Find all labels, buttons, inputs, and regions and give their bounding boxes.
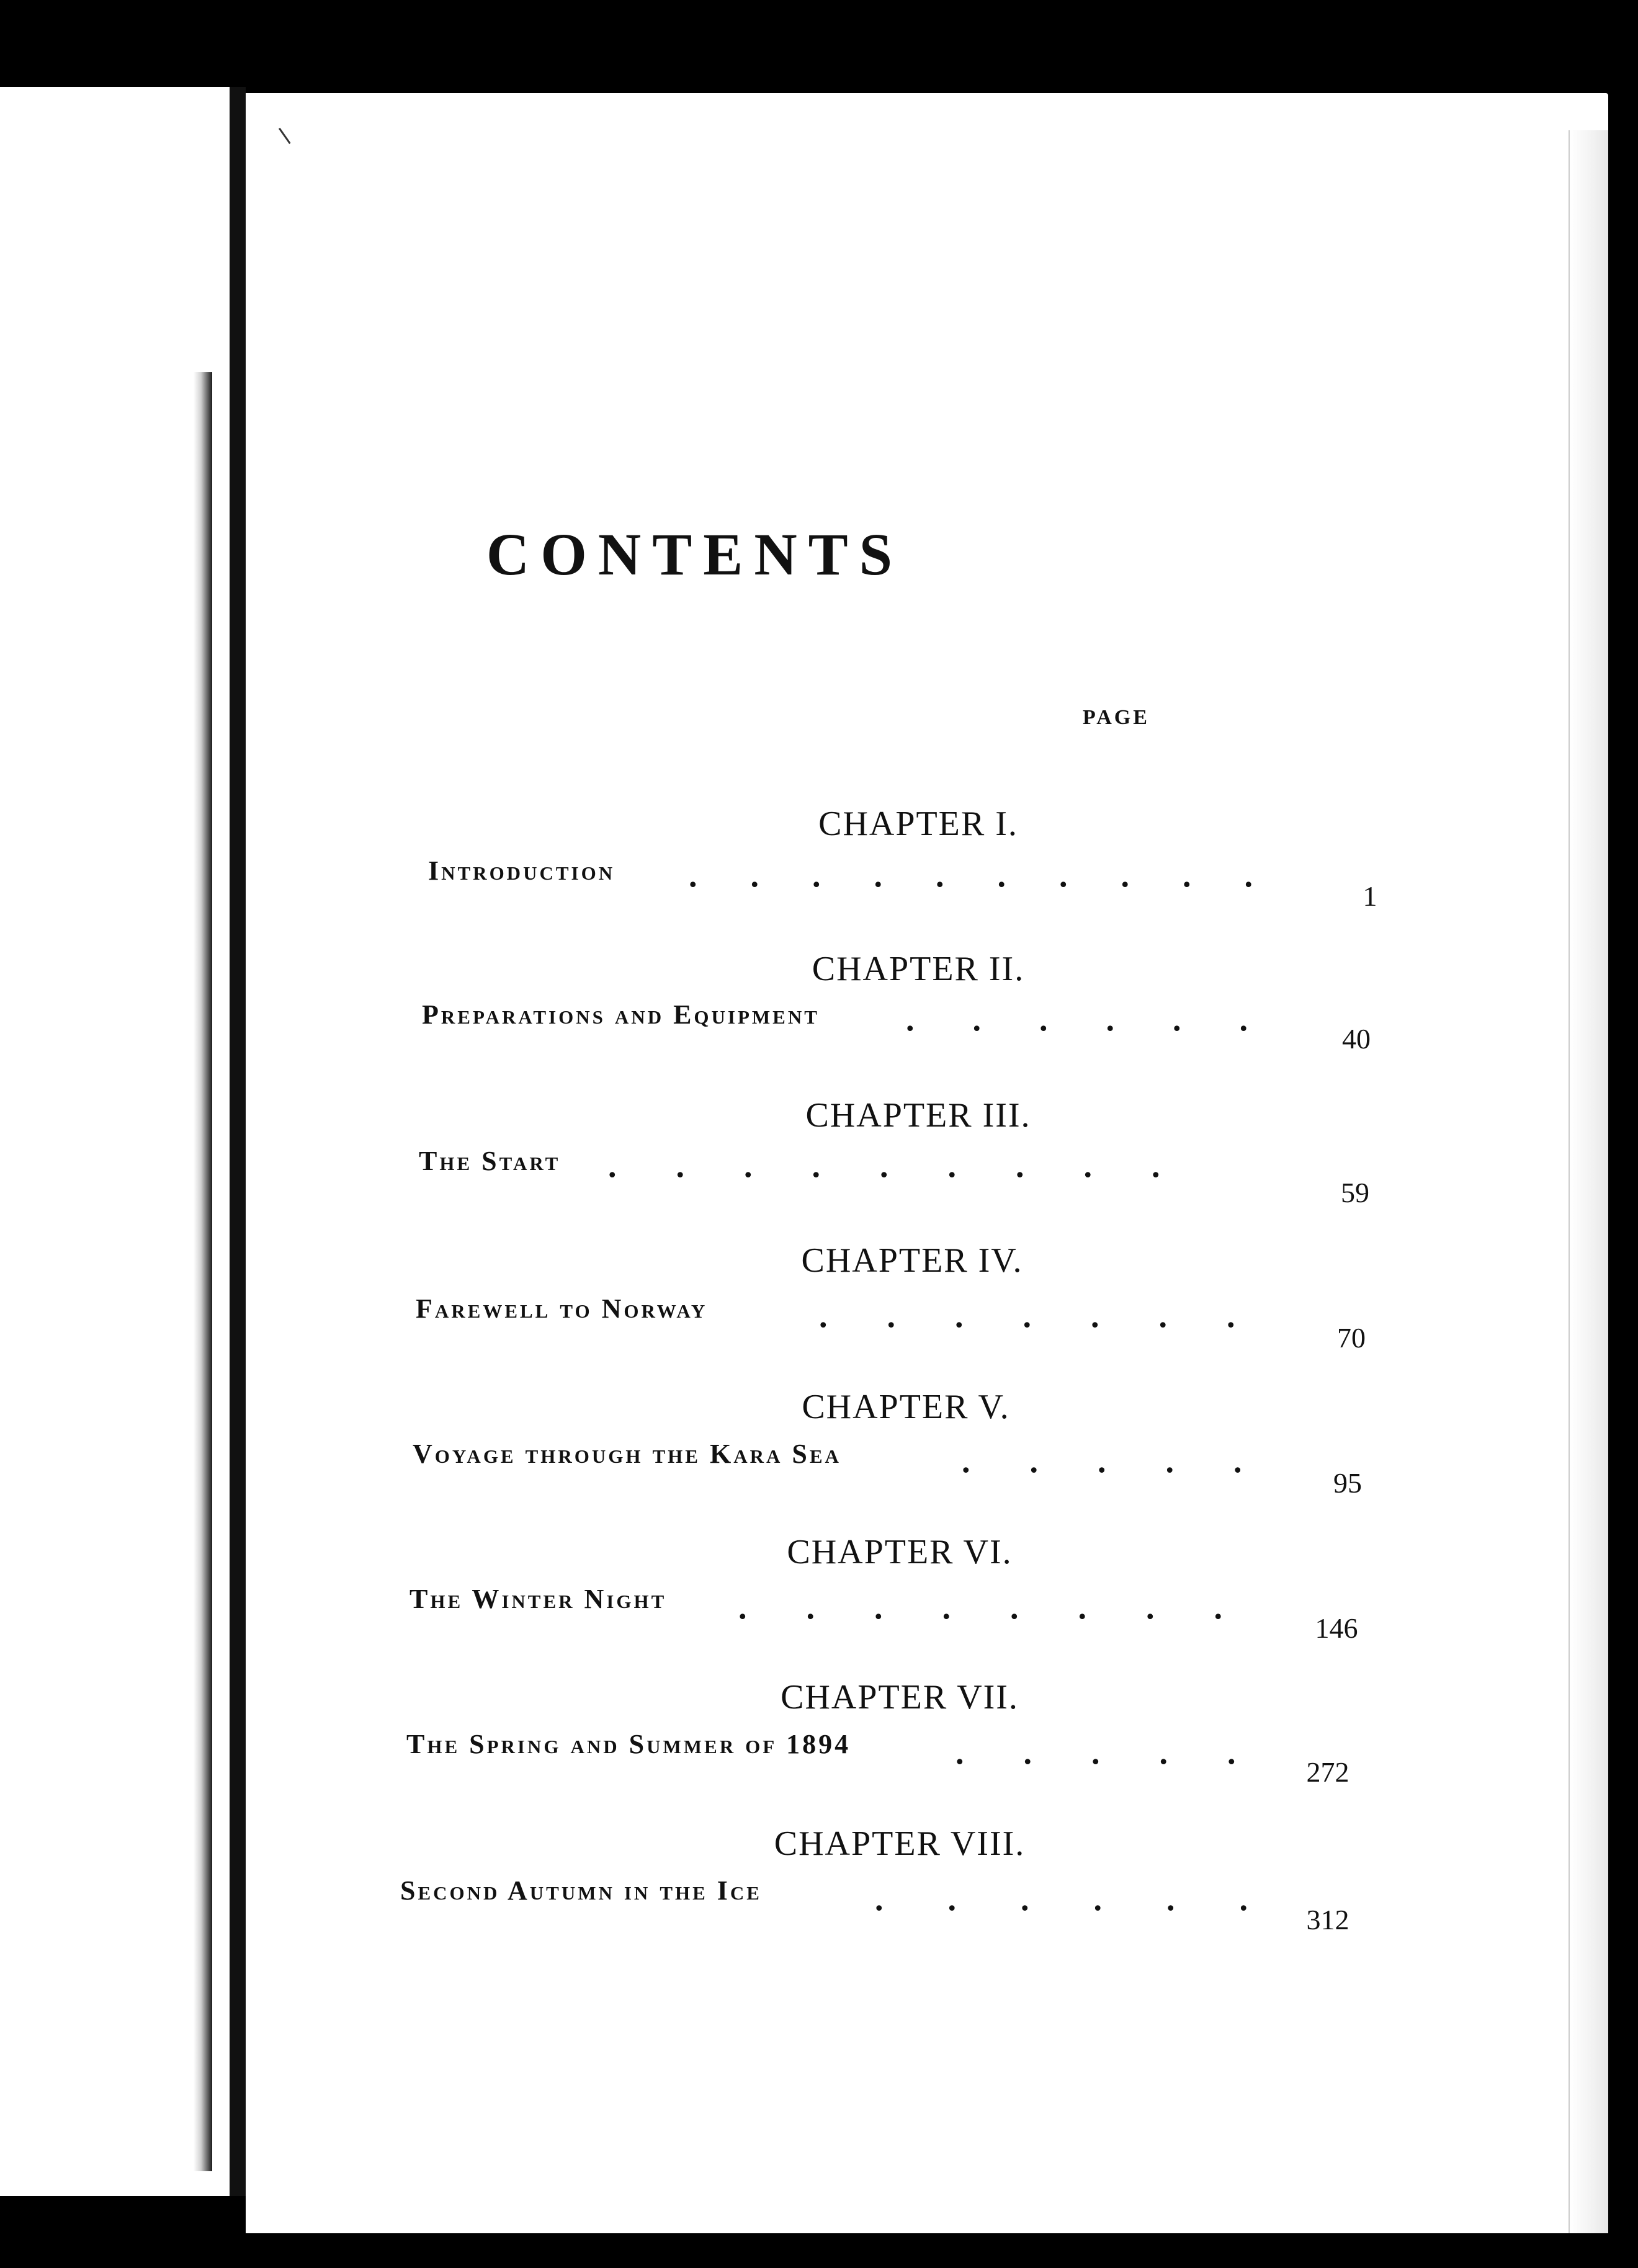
dot-leaders: ...... xyxy=(875,1880,1312,1918)
chapter-heading: CHAPTER III. xyxy=(805,1096,1031,1135)
chapter-title: The Start xyxy=(419,1146,561,1176)
page-number: 95 xyxy=(1333,1467,1362,1499)
page-number: 312 xyxy=(1306,1904,1349,1935)
dot-leaders: ...... xyxy=(906,1001,1306,1038)
page-column-label: PAGE xyxy=(1083,706,1150,729)
page-edge xyxy=(1569,130,1608,2233)
chapter-title: Introduction xyxy=(428,855,615,886)
chapter-heading: CHAPTER V. xyxy=(802,1388,1010,1426)
chapter-heading: CHAPTER VII. xyxy=(781,1678,1019,1717)
chapter-title: The Spring and Summer of 1894 xyxy=(406,1729,851,1759)
dot-leaders: ......... xyxy=(608,1147,1220,1184)
chapter-title: Farewell to Norway xyxy=(416,1293,708,1324)
chapter-title: Second Autumn in the Ice xyxy=(400,1875,762,1906)
chapter-title: Voyage through the Kara Sea xyxy=(413,1439,841,1469)
page-number: 146 xyxy=(1315,1612,1358,1644)
page-number: 70 xyxy=(1337,1322,1366,1354)
dot-leaders: ....... xyxy=(819,1297,1295,1334)
spine-shadow xyxy=(194,372,212,2171)
chapter-heading: CHAPTER VI. xyxy=(787,1533,1013,1571)
page-number: 1 xyxy=(1363,880,1377,912)
page-number: 272 xyxy=(1306,1756,1349,1788)
book-gutter xyxy=(230,87,246,2196)
chapter-title: The Winter Night xyxy=(410,1584,667,1614)
chapter-title: Preparations and Equipment xyxy=(422,999,820,1030)
dot-leaders: ..... xyxy=(962,1442,1302,1480)
page-number: 40 xyxy=(1342,1023,1371,1055)
page-title: CONTENTS xyxy=(486,521,904,587)
chapter-heading: CHAPTER IV. xyxy=(801,1241,1023,1280)
dot-leaders: .......... xyxy=(689,857,1306,894)
chapter-heading: CHAPTER I. xyxy=(818,805,1018,843)
corner-mark xyxy=(279,123,298,144)
dot-leaders: ........ xyxy=(738,1589,1282,1626)
page-number: 59 xyxy=(1341,1177,1369,1208)
dot-leaders: ..... xyxy=(956,1734,1296,1771)
chapter-heading: CHAPTER VIII. xyxy=(774,1824,1026,1863)
chapter-heading: CHAPTER II. xyxy=(812,950,1025,988)
